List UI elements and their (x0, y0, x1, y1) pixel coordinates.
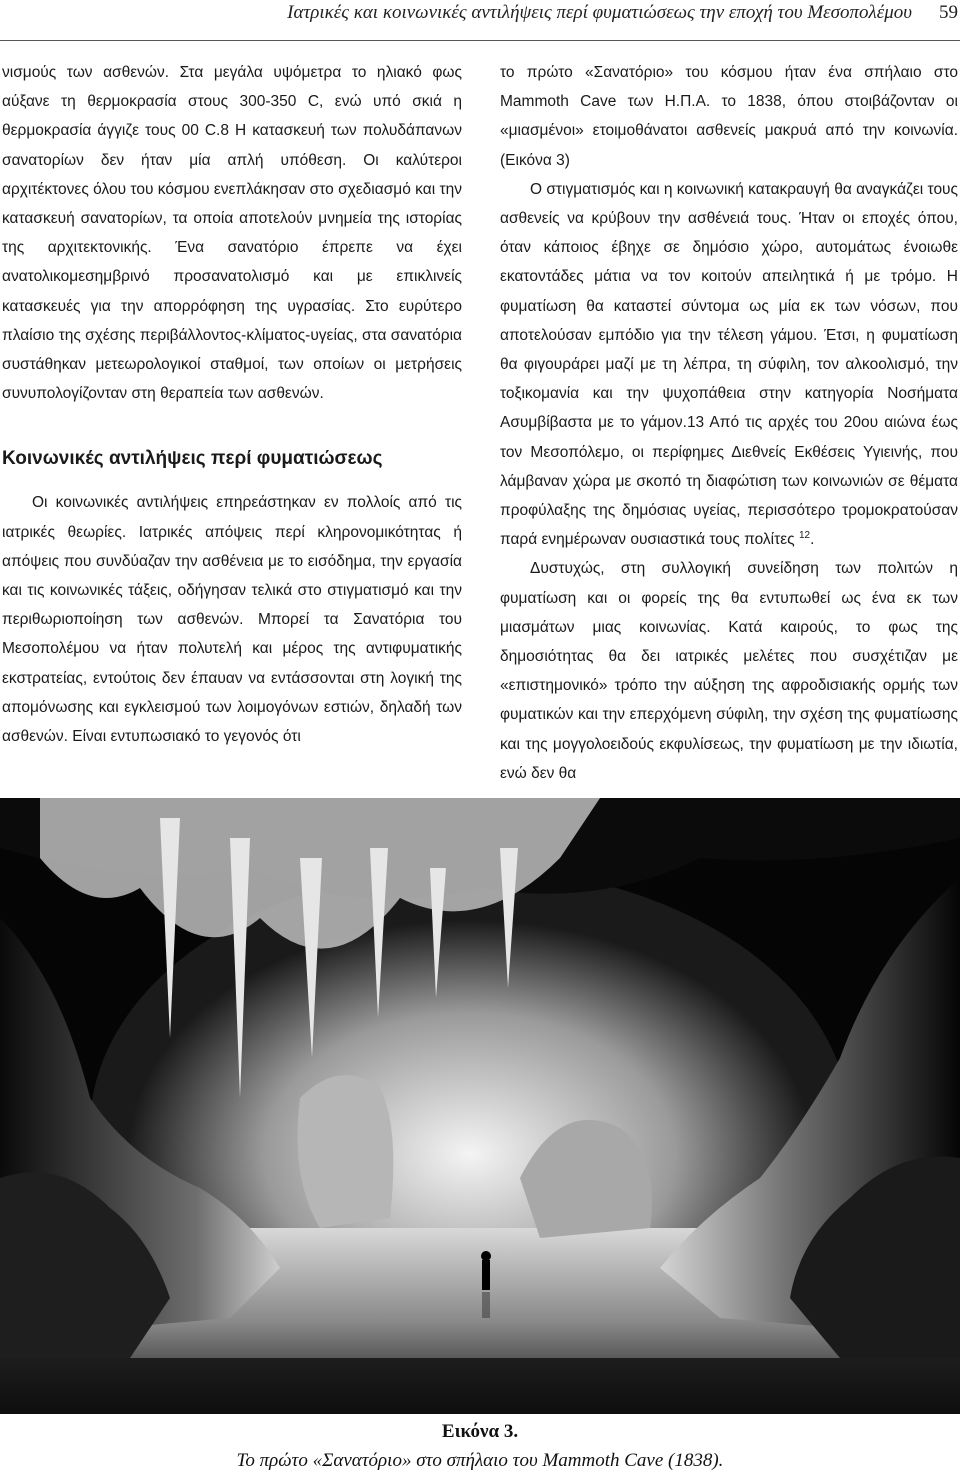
cave-illustration (0, 798, 960, 1414)
right-paragraph-1: το πρώτο «Σανατόριο» του κόσμου ήταν ένα σπήλαιο στο Mammoth Cave των Η.Π.Α. το 1838, όπου στοιβάζονταν οι «μιασμένοι» ετοιμοθάνατοι ασθενείς μακρυά από την κοινωνία. (Εικόνα 3) (500, 64, 958, 169)
figure-caption-text: Το πρώτο «Σανατόριο» στο σπήλαιο του Mammoth Cave (1838). (236, 1450, 724, 1471)
section-heading: Κοινωνικές αντιλήψεις περί φυματιώσεως (2, 448, 383, 470)
right-column (500, 58, 958, 788)
footnote-ref: 12 (798, 530, 811, 542)
right-paragraph-3: Δυστυχώς, στη συλλογική συνείδηση των πολιτών η φυματίωση και οι φορείς της θα εντυπωθεί ως ένα εκ των μιασμάτων μιας κοινωνίας. Κατά καιρούς, το φως της δημοσιότητας θα δει ιατρικές μελέτες που συσχέτιζαν με «επιστημονικό» τρόπο την αύξηση της αφροδισιακής ορμής των φυματικών και την επερχόμενη σύφιλη, την σχέση της φυματίωσης και της μογγολοειδούς εκφυλίσεως, την φυματίωση με την ιδιωτία, ενώ δεν θα (500, 560, 958, 782)
page-number: 59 (939, 2, 958, 23)
right-paragraph-2-text: Ο στιγματισμός και η κοινωνική κατακραυγή θα αναγκάζει τους ασθενείς να κρύβουν την ασθένειά τους. Ήταν οι εποχές όπου, όταν κάποιος έβηχε σε δημόσιο χώρο, αυτομάτως ένοιωθε εκατοντάδες μάτια να τον κοιτούν απειλητικά ή με τρόμο. Η φυματίωση θα καταστεί σύντομα ως μία εκ των νόσων, που αποτελούσαν εμπόδιο για την τέλεση γάμου. Έτσι, η φυματίωση θα φιγουράρει μαζί με τη λέπρα, τη σύφιλη, τον αλκοολισμό, την τοξικομανία και την ψυχοπάθεια στην κατηγορία Νοσήματα Ασυμβίβαστα με το γάμον.13 Από τις αρχές του 20ου αιώνα έως τον Μεσοπόλεμο, οι περίφημες Διεθνείς Εκθέσεις Υγιεινής, που λάμβαναν χώρα με σκοπό τη διαφώτιση των κοινωνιών σε θέματα προφύλαξης της δημόσιας υγείας, περισσότερο τρομοκρατούσαν παρά ενημέρωναν ουσιαστικά τους πολίτες (500, 180, 959, 549)
left-paragraph-2: Οι κοινωνικές αντιλήψεις επηρεάστηκαν εν πολλοίς από τις ιατρικές θεωρίες. Ιατρικές απόψεις περί κληρονομικότητας ή απόψεις που συνδύαζαν την ασθένεια με το εισόδημα, την εργασία και τις κοινωνικές τάξεις, οδήγησαν τελικά στο στιγματισμό και την περιθωριοποίηση των ασθενών. Μπορεί τα Σανατόρια του Μεσοπολέμου να ήταν πολυτελή και μέρος της αντιφυματικής εκστρατείας, εντούτοις δεν έπαυαν να εντάσσονται στη λογική της απομόνωσης και εγκλεισμού των λοιμογόνων εστιών, δηλαδή των ασθενών. Είναι εντυπωσιακό το γεγονός ότι (2, 494, 462, 746)
right-paragraph-2-end: . (810, 531, 815, 549)
figure-caption (0, 1418, 960, 1476)
cave-photo (0, 798, 960, 1414)
running-header (0, 0, 960, 41)
figure-label: Εικόνα 3. (441, 1421, 519, 1442)
right-paragraph-2 (500, 175, 958, 555)
left-paragraph-1: νισμούς των ασθενών. Στα μεγάλα υψόμετρα το ηλιακό φως αύξανε τη θερμοκρασία στους 300-350 C, ενώ υπό σκιά η θερμοκρασία άγγιζε τους 00 C.8 Η κατασκευή των πολυδάπανων σανατορίων δεν ήταν μία απλή υπόθεση. Οι καλύτεροι αρχιτέκτονες όλου του κόσμου ενεπλάκησαν στο σχεδιασμό και την κατασκευή σανατορίων, τα οποία αποτελούν μνημεία της ιστορίας της αρχιτεκτονικής. Ένα σανατόριο έπρεπε να έχει ανατολικομεσημβρινό προσανατολισμό και με επικλινείς κατασκευές για την απορρόφηση της υγρασίας. Στο ευρύτερο πλαίσιο της σχέσης περιβάλλοντος-κλίματος-υγείας, στα σανατόρια συστάθηκαν μετεωρολογικοί σταθμοί, των οποίων οι μετρήσεις συνυπολογίζονταν στη θεραπεία των ασθενών. (2, 64, 462, 403)
left-column (2, 58, 462, 751)
running-title: Ιατρικές και κοινωνικές αντιλήψεις περί φυματιώσεως την εποχή του Μεσοπολέμου (287, 2, 912, 23)
